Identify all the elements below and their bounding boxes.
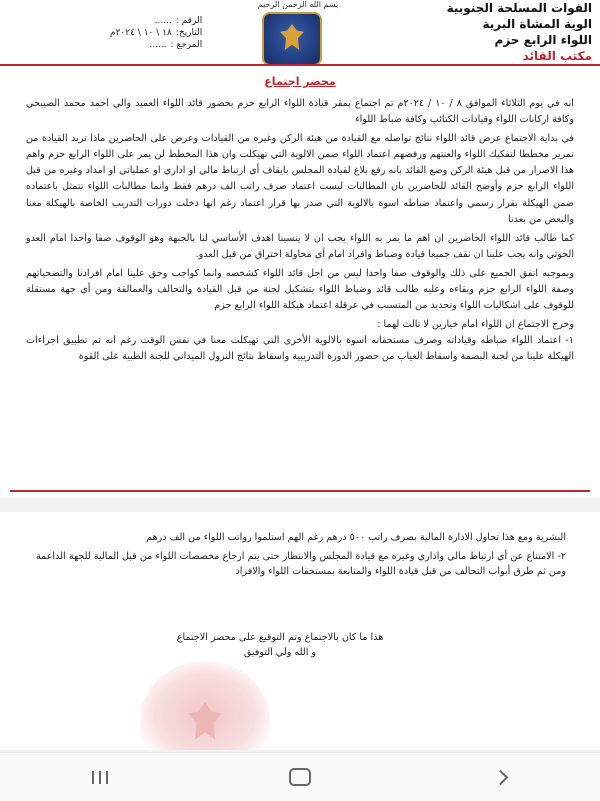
home-button[interactable] — [270, 757, 330, 797]
office-name: مكتب القائد — [522, 49, 592, 63]
date-value: ١٨ \ ١٠ \ ٢٠٢٤م — [110, 28, 172, 38]
org-line-3: اللواء الرابع حزم — [494, 33, 592, 47]
military-emblem-logo — [262, 12, 322, 66]
ref-value: ...... — [154, 16, 172, 26]
document-page-2 — [0, 512, 600, 750]
recent-apps-icon — [92, 771, 108, 784]
org-line-1: القوات المسلحة الجنوبية — [446, 1, 592, 15]
attach-label: المرجع : — [170, 40, 203, 50]
attach-row — [110, 39, 202, 51]
ref-label: الرقم : — [175, 16, 203, 26]
closing-line-2: و الله ولي التوفيق — [243, 647, 317, 658]
home-icon — [289, 768, 311, 786]
header-divider — [0, 64, 600, 66]
paragraph-6: ١- اعتماد اللواء ضباطه وقياداته وصرف مستحقاته اسوة بالالوية الأخرى التي تهيكلت معنا في نفس الوقت رغم انه تم تطبيق اجراءات الهيكلة علينا من لجنة البصمة واسقاط الغياب من حضور الدورة التدريبية واسقاط نتائج النزول الميداني للجنة الطبية على القوة — [26, 335, 574, 363]
document-body — [26, 96, 574, 369]
paragraph-3: كما طالب قائد اللواء الحاضرين ان اهم ما يمر به اللواء يجب ان لا ينسينا اهدف الأساسي لنا بالجبهة وهو الوقوف صفا واحدا امام العدو الحوثي وانه يجب علينا ان نقف جميعا قيادة وضباط وافراد امام أي محاولة اختراق من قبل العدو. — [26, 232, 574, 260]
closing-statement — [150, 630, 410, 660]
document-title: محضر اجتماع — [264, 75, 336, 88]
basmala-calligraphy: بسم الله الرحمن الرحيم — [257, 0, 339, 9]
back-icon — [492, 769, 508, 785]
paragraph-2: في بداية الاجتماع عرض قائد اللواء نتائج تواصله مع القيادة من هيئة الركن وغيره من القيادات وعرض على الحاضرين ماذا تريد القيادة من تمرير مخططا لتفكيك اللواء والعنتهم ورفضهم اعتماد اللواء ضمن الالوية التي تهيكلت وان هذا المخطط لن يمر على اللواء الرابع حزم واهم هذا الاصرار من قبل هيئة الركن وضع القائد بانه رفع بلاغ لقيادة المجلس بايقاف أي ارتباط مالي او اداري او عملياتي او امداد وغيره من قبل اللواء الرابع حزم وأوضح القائد للحاضرين بان المطالبات ليست اعتماد صرف راتب الف درهم فقط وانما مطالبات اللواء تتمثل باعتماده ضمن الهيكلة بقرار رسمي واعتماد ضباطه اسوة بالالوية التي صدر بها قرار اعتماد رغم انها دخلت دورات التدريب الخاصة بالهيكلة معنا والبعض من بعدنا — [26, 133, 574, 225]
paragraph-4: وبموجبه اتفق الجميع على ذلك والوقوف صفا واحدا ليس من اجل قائد اللواء كشخصه وانما كواجب وحق علينا امام افرادنا والتضحياتهم وصفة اللواء الرابع حزم وبقاءه وعليه طالب قائد وضباط اللواء بتشكيل لجنة من قبل القيادة والتحالف والعمالقة ومن أي جهة مستقلة للوقوف على اشكاليات اللواء وتحديد من المتسبب في عرقلة اعتماد هيكلة اللواء الرابع حزم — [26, 267, 574, 312]
attach-value: ...... — [149, 40, 167, 50]
letter-meta — [110, 15, 202, 51]
paragraph-1: انه في يوم الثلاثاء الموافق ٨ / ١٠ / ٢٠٢٤م تم اجتماع بمقر قيادة اللواء الرابع حزم بحضور قائد اللواء العميد والي احمد محمد الصبيحي وكافة اركانات اللواء وقيادات الكتائب وكافة ضباط اللواء — [26, 98, 574, 126]
paragraph-5: وخرج الاجتماع ان اللواء امام خيارين لا ثالث لهما : — [377, 319, 574, 331]
paragraph-7: البشرية ومع هذا تحاول الادارة المالية بصرف راتب ٥٠٠ درهم رغم الهم استلموا رواتب اللواء من الف درهم — [146, 532, 566, 543]
page-border-bottom — [10, 490, 590, 492]
org-line-2: الوية المشاة البرية — [482, 17, 592, 31]
recent-apps-button[interactable] — [70, 757, 130, 797]
ref-row — [110, 15, 202, 27]
android-navigation-bar — [0, 752, 600, 801]
date-label: التاريخ: — [175, 28, 203, 38]
date-row — [110, 27, 202, 39]
paragraph-8: ٢- الامتناع عن أي ارتباط مالي واداري وغيره مع قيادة المجلس والانتظار حتى يتم ارجاع مخصصات اللواء من قبل المالية للجهة الداعمة ومن ثم طرق أبواب التحالف من قبل قيادة اللواء والمتابعة بمستحقات اللواء والافراد — [36, 550, 566, 577]
eagle-icon — [280, 24, 304, 50]
back-button[interactable] — [470, 757, 530, 797]
closing-line-1: هذا ما كان بالاجتماع وتم التوقيع على محضر الاجتماع — [176, 632, 384, 643]
eagle-watermark-icon — [188, 702, 222, 740]
emblem-watermark — [140, 662, 270, 750]
letterhead-org — [447, 0, 592, 64]
document-body-continued — [36, 530, 566, 583]
